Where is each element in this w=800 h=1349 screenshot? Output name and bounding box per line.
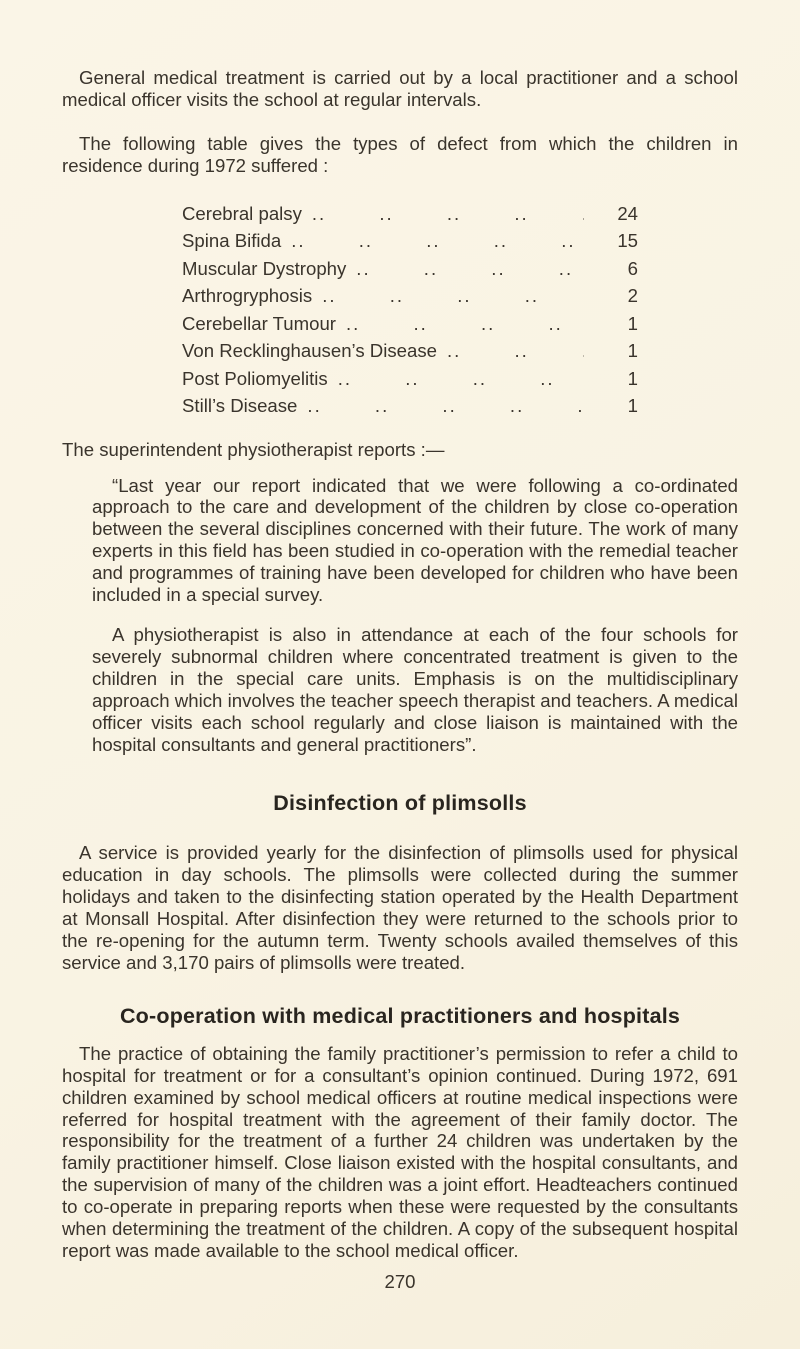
defect-label: Still’s Disease [182,395,298,417]
paragraph-general-treatment: General medical treatment is carried out by a local practitioner and a school medical officer visits the school at regular intervals. [62,67,738,110]
paragraph-table-intro: The following table gives the types of defect from which the children in residence during 1972 suffered : [62,132,738,176]
physiotherapist-quote-paragraph-1: “Last year our report indicated that we were following a co-ordinated approach to the care and development of the children by close co-operation between the several disciplines concerned with their future. The work of many experts in this field has been studied in co-operation with the remedial teacher and programmes of training have been developed for children who have been included in a special survey. [92,474,738,606]
defect-label: Cerebellar Tumour [182,312,336,334]
table-row [182,230,638,258]
defect-count: 2 [627,285,638,307]
table-row [182,203,638,231]
defect-label: Post Poliomyelitis [182,367,328,389]
defect-label: Arthrogryphosis [182,285,313,307]
table-row [182,368,638,396]
defect-label: Von Recklinghausen’s Disease [182,340,437,362]
table-row [182,258,638,286]
defect-count: 6 [627,257,638,279]
defect-label: Cerebral palsy [182,202,302,224]
defect-count: 15 [617,230,638,252]
defect-count: 1 [627,395,638,417]
page-number: 270 [384,1270,416,1292]
paragraph-reports-intro: The superintendent physiotherapist reports :— [62,438,445,460]
dot-leader [322,285,584,307]
dot-leader [346,313,584,335]
dot-leader [307,395,584,417]
table-row [182,313,638,341]
table-row [182,395,638,423]
table-row [182,285,638,313]
defect-table [182,203,638,423]
paragraph-disinfection: A service is provided yearly for the disinfection of plimsolls used for physical education in day schools. The plimsolls were collected during the summer holidays and taken to the disinfecting station operated by the Health Department at Monsall Hospital. After disinfection they were returned to the schools prior to the re-opening for the autumn term. Twenty schools availed themselves of this service and 3,170 pairs of plimsolls were treated. [62,842,738,973]
defect-label: Muscular Dystrophy [182,257,347,279]
defect-count: 24 [617,202,638,224]
defect-count: 1 [627,340,638,362]
heading-disinfection-of-plimsolls: Disinfection of plimsolls [273,791,527,816]
defect-label: Spina Bifida [182,230,282,252]
dot-leader [312,203,584,225]
table-row [182,340,638,368]
dot-leader [291,230,584,252]
defect-count: 1 [627,367,638,389]
heading-cooperation-with-practitioners: Co-operation with medical practitioners and hospitals [119,1003,681,1028]
dot-leader [447,340,584,362]
defect-count: 1 [627,312,638,334]
dot-leader [338,368,584,390]
paragraph-cooperation: The practice of obtaining the family practitioner’s permission to refer a child to hospital for treatment or for a consultant’s opinion continued. During 1972, 691 children examined by school medical officers at routine medical inspections were referred for hospital treatment with the agreement of their family doctor. The responsibility for the treatment of a further 24 children was undertaken by the family practitioner himself. Close liaison existed with the hospital consultants, and the supervision of many of the children was a joint effort. Headteachers continued to co-operate in preparing reports when these were requested by the consultants when determining the treatment of the children. A copy of the subsequent hospital report was made available to the school medical officer. [62,1042,738,1261]
dot-leader [356,258,584,280]
physiotherapist-quote-paragraph-2: A physiotherapist is also in attendance at each of the four schools for severely subnormal children where concentrated treatment is given to the children in the special care units. Emphasis is on the multidisciplinary approach which involves the teacher speech therapist and teachers. A medical officer visits each school regularly and close liaison is maintained with the hospital consultants and general practitioners”. [92,623,738,755]
